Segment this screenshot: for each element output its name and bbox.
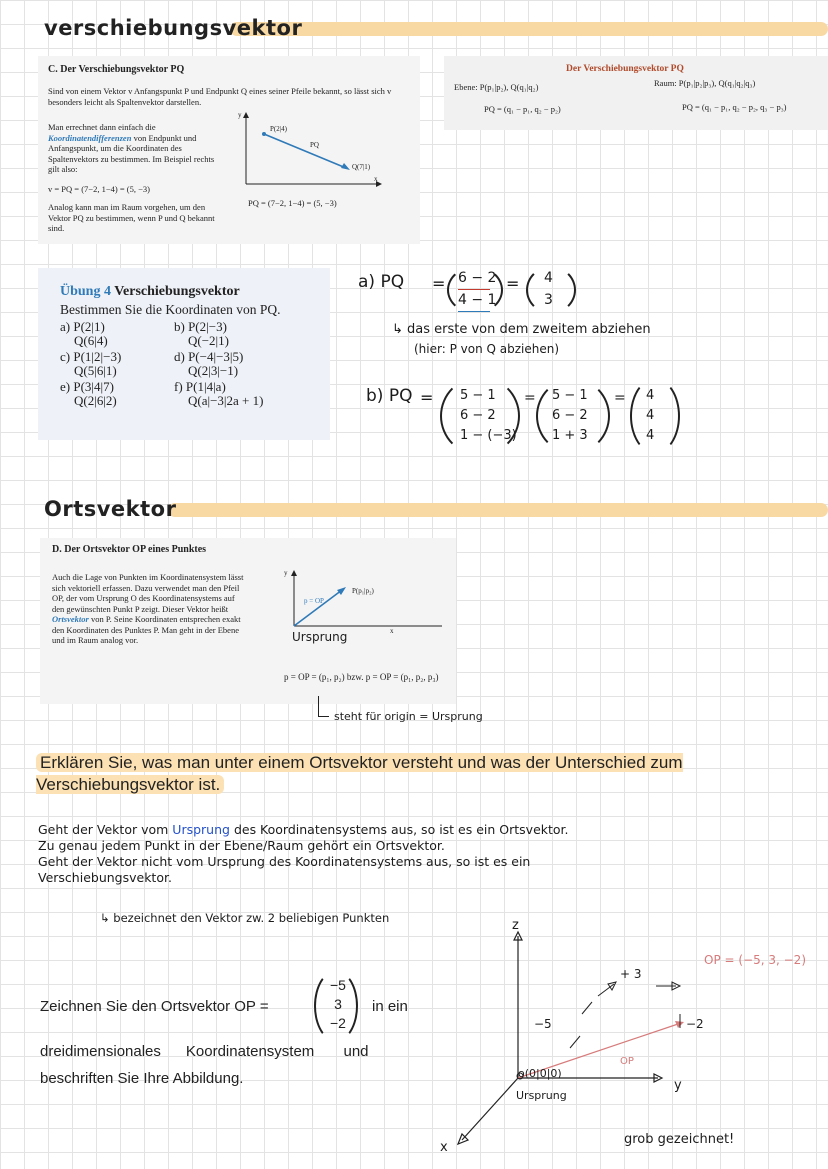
sketch-vector-title: OP = (−5, 3, −2): [704, 953, 806, 967]
section-heading-ortsvektor: Ortsvektor: [44, 497, 177, 521]
solution-b-equals-3: =: [614, 390, 626, 406]
section-heading-verschiebungsvektor: verschiebungsvektor: [44, 16, 303, 40]
answer-line-3: Geht der Vektor nicht vom Ursprung des Koordinatensystems aus, so ist es ein: [38, 854, 531, 869]
solution-b-equals-2: =: [524, 390, 536, 406]
answer-line-2: Zu genau jedem Punkt in der Ebene/Raum gehört ein Ortsvektor.: [38, 838, 445, 853]
axis-x-label: x: [374, 175, 378, 183]
fig-vec-label: p = OP: [304, 597, 324, 605]
task2-line-1: Zeichnen Sie den Ortsvektor OP =: [40, 998, 269, 1015]
raum-vector: PQ = (q₁ − p₁, q₂ − p₂, q₃ − p₃): [682, 102, 787, 112]
sketch-minus-2: −2: [686, 1017, 704, 1031]
sketch-plus-3: + 3: [620, 967, 642, 981]
axis-y-label: y: [238, 111, 242, 119]
task2-text-d: beschriften Sie Ihre Abbildung.: [40, 1070, 244, 1087]
uebung-item-d: d) P(−4|−3|5) Q(2|3|−1): [174, 349, 244, 378]
fig-axis-x: x: [390, 627, 394, 635]
ortsvektor-formula: p = OP = (p₁, p₂) bzw. p = OP = (p₁, p₂, p₃): [284, 672, 439, 682]
solution-a-equals: =: [432, 274, 446, 293]
sketch-minus-5: −5: [534, 1017, 552, 1031]
solution-a-equals-2: =: [506, 274, 520, 293]
excerpt-intro: Sind von einem Vektor v Anfangspunkt P und Endpunkt Q eines seiner Pfeile bekannt, so lässt sich v besonders leicht als Spaltenvektor darstellen.: [48, 86, 392, 107]
excerpt-title-ortsvektor: D. Der Ortsvektor OP eines Punktes: [52, 544, 207, 555]
excerpt-formula: v = PQ = (7−2, 1−4) = (5, −3): [48, 184, 150, 194]
task2-vector: −5 3 −2: [330, 977, 346, 1031]
sketch-ursprung: Ursprung: [516, 1089, 567, 1102]
underline-blue: [458, 311, 490, 312]
fig-axis-y: y: [284, 569, 288, 577]
fraction-line: [458, 289, 490, 290]
solution-note-2: (hier: P von Q abziehen): [414, 342, 560, 356]
solution-b-col1: 5 − 1 6 − 2 1 − (−3): [460, 388, 517, 443]
vector-pq-label: PQ: [310, 141, 319, 149]
uebung-title: Übung 4 Verschiebungsvektor: [60, 284, 240, 299]
point-p-label: P(2|4): [270, 125, 287, 133]
sketch-y: y: [674, 1078, 682, 1093]
uebung-item-e: e) P(3|4|7) Q(2|6|2): [60, 379, 117, 408]
answer-block: [38, 822, 818, 886]
solution-b-col2: 5 − 1 6 − 2 1 + 3: [552, 388, 588, 443]
summary-card-verschiebungsvektor: [444, 56, 828, 130]
sketch-grob-note: grob gezeichnet!: [624, 1132, 735, 1147]
solution-a-col1-row1: 6 − 2: [458, 270, 497, 286]
uebung-4-card: [38, 268, 330, 440]
figure-formula: PQ = (7−2, 1−4) = (5, −3): [248, 198, 337, 208]
sketch-op-label: OP: [620, 1056, 634, 1067]
pq-figure: [234, 110, 384, 190]
point-q-label: Q(7|1): [352, 163, 371, 171]
sketch-origin: o(0|0|0): [518, 1067, 562, 1080]
fig-point-p: P(p₁|p₂): [352, 587, 374, 595]
term-koordinatendifferenzen: Koordinatendifferenzen: [48, 132, 132, 143]
solution-note-1: ↳ das erste von dem zweitem abziehen: [392, 322, 651, 337]
uebung-item-b: b) P(2|−3) Q(−2|1): [174, 319, 229, 348]
raum-label: Raum: P(p₁|p₂|p₃), Q(q₁|q₂|q₃): [654, 78, 756, 88]
summary-card-title: Der Verschiebungsvektor PQ: [566, 64, 684, 74]
heading-highlight-2: [168, 503, 828, 517]
excerpt-paragraph: Man errechnet dann einfach die Koordinatendifferenzen von Endpunkt und Anfangspunkt, um die Koordinaten des Spaltenvektors zu bestimmen. Im Beispiel rechts gilt also:: [48, 122, 215, 174]
solution-b-col3: 4 4 4: [646, 388, 655, 443]
term-ortsvektor: Ortsvektor: [52, 614, 89, 624]
paren-b3: [630, 378, 680, 454]
solution-b-label: b) PQ: [366, 386, 413, 406]
answer-line-5: ↳ bezeichnet den Vektor zw. 2 beliebigen Punkten: [100, 911, 390, 925]
uebung-item-f: f) P(1|4|a) Q(a|−3|2a + 1): [174, 379, 264, 408]
task2-text-c: dreidimensionales Koordinatensystem und: [40, 1043, 369, 1060]
origin-note: steht für origin = Ursprung: [334, 710, 483, 723]
uebung-item-a: a) P(2|1) Q(6|4): [60, 319, 108, 348]
task2-text-b: in ein: [372, 998, 408, 1015]
excerpt-text-ortsvektor: Auch die Lage von Punkten im Koordinatensystem lässt sich vektoriell erfassen. Dazu verwendet man den Pfeil OP, der vom Ursprung O des Koordinatensystems auf den gewünschten Punkt P zeigt. Dieser Vektor heißt Ortsvektor von P. Seine Koordinaten entsprechen exakt den Koordinaten des Punktes P. Man geht in der Ebene und im Raum analog vor.: [52, 572, 244, 645]
solution-a-col2-row2: 3: [544, 292, 553, 308]
textbook-excerpt-verschiebungsvektor: [38, 56, 420, 244]
solution-a-col1-row2: 4 − 1: [458, 292, 497, 308]
solution-b-equals: =: [420, 388, 434, 407]
sketch-z: z: [512, 918, 519, 933]
note-arrow: [318, 696, 329, 717]
ebene-label: Ebene: P(p₁|p₂), Q(q₁|q₂): [454, 82, 539, 92]
uebung-task: Bestimmen Sie die Koordinaten von PQ.: [60, 302, 281, 317]
ursprung-label: Ursprung: [292, 630, 348, 644]
ebene-vector: PQ = (q₁ − p₁, q₂ − p₂): [484, 104, 561, 114]
uebung-item-c: c) P(1|2|−3) Q(5|6|1): [60, 349, 122, 378]
answer-line-4: Verschiebungsvektor.: [38, 870, 172, 885]
sketch-x: x: [440, 1140, 448, 1155]
answer-line-1: Geht der Vektor vom Ursprung des Koordinatensystems aus, so ist es ein Ortsvektor.: [38, 822, 569, 837]
excerpt-analog: Analog kann man im Raum vorgehen, um den Vektor PQ zu bestimmen, wenn P und Q bekannt sind.: [48, 202, 215, 233]
textbook-excerpt-ortsvektor: [40, 538, 456, 704]
solution-a-label: a) PQ: [358, 272, 405, 292]
heading-highlight: [230, 22, 828, 36]
excerpt-title: C. Der Verschiebungsvektor PQ: [48, 64, 185, 75]
question-text: Erklären Sie, was man unter einem Ortsvektor versteht und was der Unterschied zum Verschiebungsvektor ist.: [36, 753, 683, 794]
solution-a-col2-row1: 4: [544, 270, 553, 286]
